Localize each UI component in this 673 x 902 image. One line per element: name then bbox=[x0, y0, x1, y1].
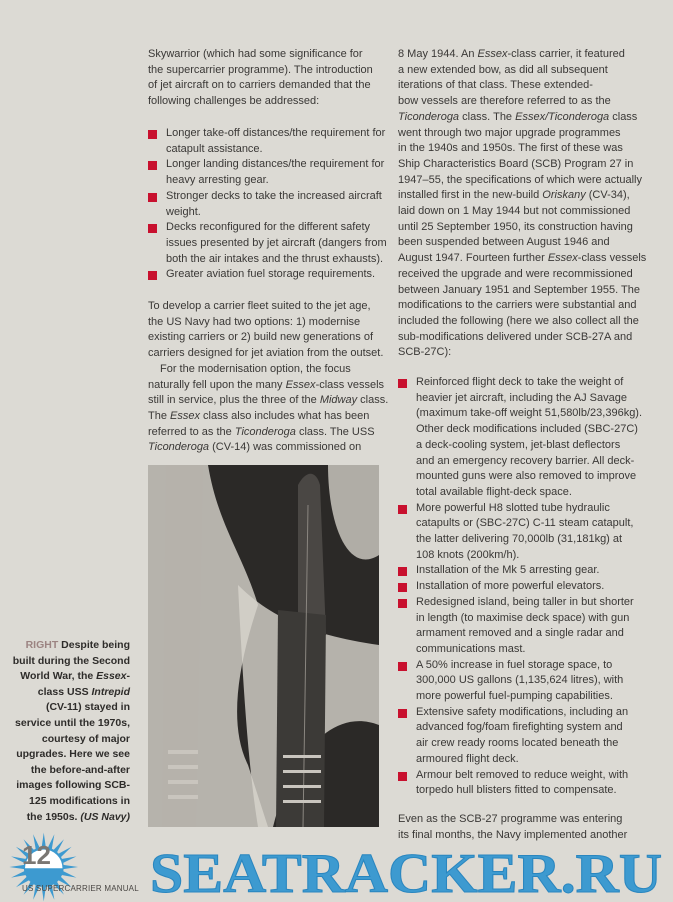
bullet-item bbox=[148, 220, 387, 267]
text-line: of jet aircraft on to carriers demanded that the bbox=[148, 79, 371, 92]
text-line: Ship Characteristics Board (SCB) Program 27 in bbox=[398, 157, 634, 170]
caption-line: (CV-11) stayed in bbox=[45, 701, 130, 714]
bullet-item bbox=[398, 768, 663, 799]
text-line: The Essex class also includes what has been bbox=[148, 409, 370, 422]
text-line: 108 knots (200km/h). bbox=[416, 548, 520, 561]
text-line: issues presented by jet aircraft (dangers from bbox=[166, 236, 387, 249]
text-line: until 25 September 1950, its construction having bbox=[398, 220, 633, 233]
caption-line: class USS Intrepid bbox=[37, 685, 130, 698]
bullet-item bbox=[398, 705, 663, 768]
body-paragraph bbox=[148, 299, 389, 456]
right-body-paragraph bbox=[398, 812, 663, 843]
intro-paragraph bbox=[148, 47, 380, 110]
caption-line: the 1950s. (US Navy) bbox=[26, 810, 130, 823]
text-line: communications mast. bbox=[416, 642, 526, 655]
caption-line: courtesy of major bbox=[41, 732, 130, 745]
text-line: armoured flight deck. bbox=[416, 752, 519, 765]
text-line: Installation of more powerful elevators. bbox=[416, 580, 605, 593]
text-line: naturally fell upon the many Essex-class vessels bbox=[148, 378, 385, 391]
text-line: Redesigned island, being taller in but shorter bbox=[416, 595, 634, 608]
text-line: mounted guns were also removed to improve bbox=[416, 470, 637, 483]
text-line: SCB-27C): bbox=[398, 346, 452, 359]
text-line: still in service, plus the three of the Midway class. bbox=[148, 394, 389, 407]
caption-line: images following SCB- bbox=[16, 779, 130, 792]
text-line: A 50% increase in fuel storage space, to bbox=[416, 658, 613, 671]
text-line: Decks reconfigured for the different safety bbox=[166, 221, 371, 234]
text-line: bow vessels are therefore referred to as the bbox=[398, 95, 611, 108]
text-line: a new extended bow, as did all subsequent bbox=[398, 63, 608, 76]
text-line: Longer landing distances/the requirement for bbox=[166, 158, 385, 171]
caption-line: World War, the Essex- bbox=[20, 670, 130, 683]
bullet-item bbox=[148, 157, 385, 188]
text-line: catapults or (SBC-27C) C-11 steam catapult, bbox=[416, 517, 634, 530]
text-line: August 1947. Fourteen further Essex-class vessels bbox=[398, 252, 647, 265]
page-number: 12 bbox=[22, 840, 51, 870]
bullet-item bbox=[398, 595, 663, 658]
caption-line: service until the 1970s, bbox=[15, 716, 130, 729]
text-line: Armour belt removed to reduce weight, with bbox=[416, 768, 629, 781]
text-line: iterations of that class. These extended- bbox=[398, 79, 593, 92]
text-line: carriers designed for jet aviation from the outset. bbox=[148, 347, 384, 360]
caption-text bbox=[13, 639, 130, 823]
manual-title: US SUPERCARRIER MANUAL bbox=[22, 884, 139, 893]
text-line: modifications to the carriers were substantial and bbox=[398, 299, 637, 312]
text-line: in the 1940s and 1950s. The first of these was bbox=[398, 142, 623, 155]
text-line: referred to as the Ticonderoga class. The USS bbox=[148, 425, 375, 438]
text-line: More powerful H8 slotted tube hydraulic bbox=[416, 501, 610, 514]
bullet-item bbox=[148, 267, 380, 283]
text-line: included the following (here we also collect all the bbox=[398, 314, 639, 327]
right-intro-paragraph bbox=[398, 47, 663, 361]
bullet-item bbox=[398, 658, 663, 705]
text-line: armament removed and a single radar and bbox=[416, 627, 624, 640]
text-line: torpedo hull blisters fitted to compensate. bbox=[416, 784, 617, 797]
text-line: Installation of the Mk 5 arresting gear. bbox=[416, 564, 600, 577]
text-line: catapult assistance. bbox=[166, 142, 263, 155]
watermark-text: SEATRACKER.RU bbox=[150, 846, 662, 898]
text-line: laid down on 1 May 1944 but not commissioned bbox=[398, 205, 631, 218]
watermark bbox=[150, 846, 665, 898]
text-line: (maximum take-off weight 51,580lb/23,396kg). bbox=[416, 407, 643, 420]
text-line: heavy arresting gear. bbox=[166, 174, 269, 187]
text-line: 8 May 1944. An Essex-class carrier, it featured bbox=[398, 48, 625, 60]
bullet-item bbox=[398, 579, 663, 595]
text-line: Longer take-off distances/the requirement for bbox=[166, 127, 386, 139]
text-line: 1947–55, the specifications of which were actually bbox=[398, 173, 642, 186]
text-line: its final months, the Navy implemented another bbox=[398, 828, 628, 841]
modifications-list bbox=[398, 375, 663, 799]
bullet-item bbox=[148, 189, 380, 220]
text-line: total available flight-deck space. bbox=[416, 485, 572, 498]
carrier-aerial-photo bbox=[148, 465, 379, 827]
text-line: a deck-cooling system, jet-blast deflectors bbox=[416, 438, 621, 451]
text-line: both the air intakes and the thrust exhausts). bbox=[166, 252, 384, 265]
text-line: the US Navy had two options: 1) modernise bbox=[148, 315, 361, 328]
text-line: To develop a carrier fleet suited to the jet age, bbox=[148, 300, 371, 312]
text-line: air crew ready rooms located beneath the bbox=[416, 737, 619, 750]
text-line: Even as the SCB-27 programme was entering bbox=[398, 813, 623, 825]
text-line: weight. bbox=[166, 205, 201, 218]
text-line: sub-modifications delivered under SCB-27A and bbox=[398, 330, 633, 343]
caption-line: built during the Second bbox=[12, 654, 130, 667]
text-line: went through two major upgrade programmes bbox=[398, 126, 621, 139]
bullet-item bbox=[148, 126, 386, 157]
caption-tag: RIGHT bbox=[25, 639, 59, 651]
text-line: more powerful fuel-pumping capabilities. bbox=[416, 690, 613, 703]
text-line: existing carriers or 2) build new generations of bbox=[148, 331, 374, 344]
text-line: Ticonderoga class. The Essex/Ticonderoga class bbox=[398, 110, 638, 123]
text-line: the latter delivering 70,000lb (31,181kg) at bbox=[416, 533, 623, 546]
text-line: Ticonderoga (CV-14) was commissioned on bbox=[148, 441, 362, 454]
text-line: installed first in the new-build Oriskany (CV-34), bbox=[398, 189, 630, 202]
text-line: Greater aviation fuel storage requirements. bbox=[166, 268, 376, 281]
challenges-list bbox=[148, 126, 387, 283]
text-line: Extensive safety modifications, including an bbox=[416, 705, 629, 718]
text-line: 300,000 US gallons (1,135,624 litres), with bbox=[416, 674, 624, 687]
text-line: in length (to maximise deck space) with gun bbox=[416, 611, 630, 624]
text-line: following challenges be addressed: bbox=[148, 95, 320, 108]
photo-caption bbox=[10, 638, 130, 825]
text-line: the supercarrier programme). The introduction bbox=[148, 63, 373, 76]
text-line: between January 1951 and September 1955. The bbox=[398, 283, 640, 296]
text-line: heavier jet aircraft, including the AJ Savage bbox=[416, 391, 627, 404]
bullet-item bbox=[398, 563, 663, 579]
text-line: Skywarrior (which had some significance for bbox=[148, 48, 363, 60]
caption-line: 125 modifications in bbox=[29, 794, 130, 807]
text-line: advanced fog/foam firefighting system and bbox=[416, 721, 623, 734]
caption-line: upgrades. Here we see bbox=[16, 748, 130, 761]
text-line: For the modernisation option, the focus bbox=[160, 362, 351, 375]
bullet-item bbox=[398, 501, 663, 564]
bullet-item bbox=[398, 375, 663, 501]
text-line: Other deck modifications included (SBC-27C) bbox=[416, 423, 638, 436]
caption-line: the before-and-after bbox=[30, 763, 130, 776]
text-line: Reinforced flight deck to take the weight of bbox=[416, 376, 624, 388]
caption-line: Despite being bbox=[58, 639, 130, 651]
sun-ray bbox=[62, 865, 78, 869]
text-line: received the upgrade and were recommissioned bbox=[398, 267, 633, 280]
text-line: been suspended between August 1946 and bbox=[398, 236, 610, 249]
text-line: Stronger decks to take the increased aircraft bbox=[166, 189, 382, 202]
text-line: and an emergency recovery barrier. All deck- bbox=[416, 454, 635, 467]
